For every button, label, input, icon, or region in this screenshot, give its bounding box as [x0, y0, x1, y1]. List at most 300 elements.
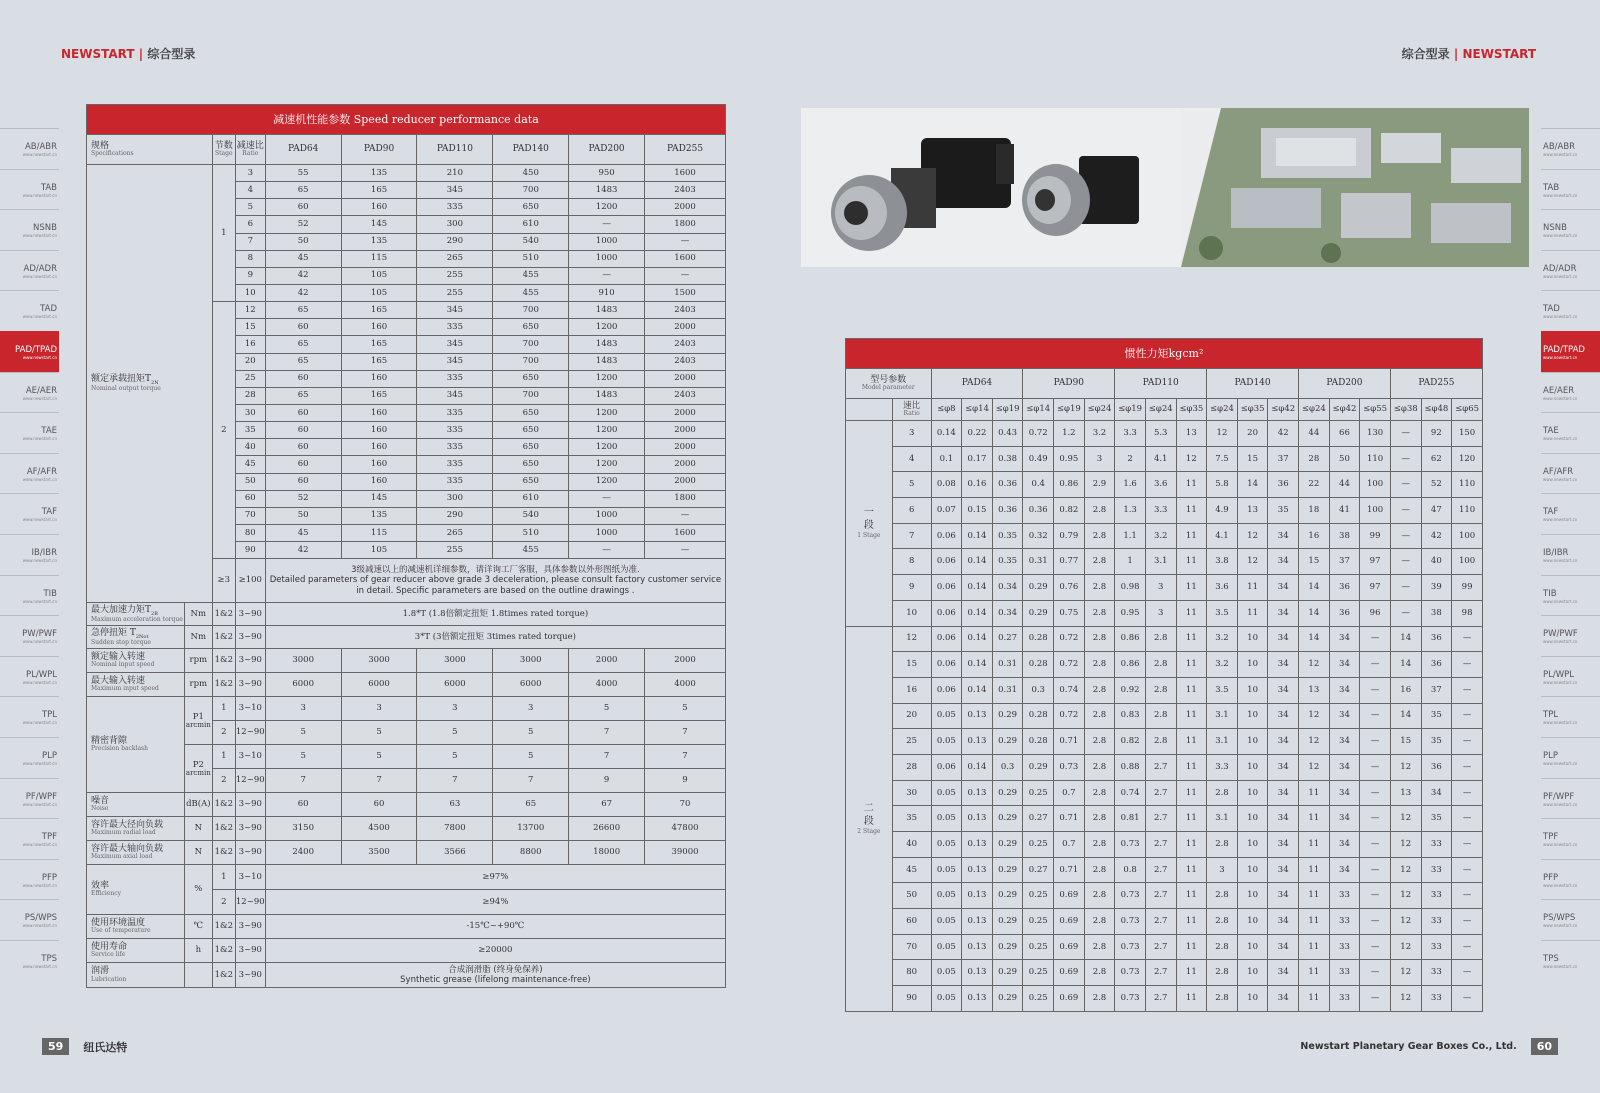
sidebar-item-ib-ibr[interactable] [0, 534, 59, 575]
table-cell: rpm [184, 673, 212, 697]
table-cell: 0.71 [1054, 806, 1085, 832]
table-cell: 1&2 [212, 841, 235, 865]
sidebar-item-pf-wpf[interactable] [0, 778, 59, 819]
table-cell: 2 [212, 769, 235, 793]
row-label: 容许最大轴向负载 Maximum axial load [87, 841, 185, 865]
table-cell: 33 [1421, 857, 1452, 883]
sidebar-item-nsnb[interactable] [1541, 209, 1600, 250]
shaft-diameter-header: ≤φ35 [1176, 399, 1207, 421]
table-cell: 6000 [493, 673, 569, 697]
table-cell: 1 [212, 745, 235, 769]
table-cell: 2000 [645, 456, 726, 473]
table-cell: 12 [235, 302, 265, 319]
table-row [846, 549, 1483, 575]
table-cell: 0.28 [1023, 703, 1054, 729]
table-cell: 1200 [569, 439, 645, 456]
table-row [87, 603, 726, 626]
table-cell: 0.05 [931, 729, 962, 755]
table-cell: 0.14 [962, 575, 993, 601]
sidebar-item-ps-wps[interactable] [0, 899, 59, 940]
table-cell: 0.34 [992, 575, 1023, 601]
model-header: PAD64 [931, 369, 1023, 399]
table-cell: 11 [1176, 934, 1207, 960]
table-cell: 34 [1329, 857, 1360, 883]
table-cell: 15 [1390, 729, 1421, 755]
sidebar-item-label: TPS [41, 953, 57, 964]
table-cell: 540 [493, 507, 569, 524]
sidebar-item-taf[interactable] [0, 493, 59, 534]
backlash-class: P2 arcmin [184, 745, 212, 793]
table-cell: 1 [1115, 549, 1146, 575]
sidebar-item-url: www.newstart.cn [1543, 639, 1578, 645]
table-cell: 99 [1452, 575, 1483, 601]
sidebar-item-ab-abr[interactable] [0, 128, 59, 169]
table-cell: 1&2 [212, 939, 235, 963]
sidebar-item-tpl[interactable] [1541, 696, 1600, 737]
table-cell: 2.8 [1084, 780, 1115, 806]
table-cell: 11 [1299, 832, 1330, 858]
footer-left [42, 1038, 127, 1055]
sidebar-item-pfp[interactable] [0, 859, 59, 900]
table-cell: 3~10 [235, 745, 265, 769]
table-cell: 2.8 [1084, 986, 1115, 1012]
table-cell: — [1390, 498, 1421, 524]
sidebar-item-url: www.newstart.cn [1543, 801, 1578, 807]
table-cell: 0.13 [962, 934, 993, 960]
table-cell: — [569, 216, 645, 233]
table-cell: 3.5 [1207, 600, 1238, 626]
table-cell: 0.79 [1054, 523, 1085, 549]
table-cell: 39 [1421, 575, 1452, 601]
table-cell: 42 [265, 542, 341, 559]
table-cell: 160 [341, 422, 417, 439]
table-cell: 0.14 [962, 677, 993, 703]
table-cell: — [645, 233, 726, 250]
model-header: PAD90 [1023, 369, 1115, 399]
sidebar-item-tab[interactable] [0, 169, 59, 210]
brand-separator: | [1453, 47, 1459, 61]
table-cell: 36 [1329, 600, 1360, 626]
table-cell: 2 [212, 890, 235, 915]
sidebar-item-ab-abr[interactable] [1541, 128, 1600, 169]
table-cell: 290 [417, 233, 493, 250]
table-cell: 0.86 [1054, 472, 1085, 498]
row-label: 急停扭矩 $T_{2Not}$ Sudden stop torque [87, 626, 185, 649]
table-cell: 12 [1390, 960, 1421, 986]
table-cell: 3~90 [235, 817, 265, 841]
table-cell: 16 [1299, 523, 1330, 549]
sidebar-item-pad-tpad[interactable] [0, 331, 59, 372]
table-cell: 3 [235, 165, 265, 182]
footer-right [1300, 1038, 1558, 1055]
table-cell: 3~90 [235, 841, 265, 865]
table-cell: 34 [1268, 780, 1299, 806]
table-row [846, 446, 1483, 472]
torque-label: 额定承载扭矩$T_{2N}$ Nominal output torque [87, 165, 213, 603]
table-cell: 14 [1390, 626, 1421, 652]
table-cell: 2 [212, 721, 235, 745]
table-cell: 3.2 [1207, 626, 1238, 652]
table-row [846, 806, 1483, 832]
table-cell: 335 [417, 404, 493, 421]
table-cell: 15 [892, 652, 931, 678]
table-cell: 2 [212, 302, 235, 559]
table-cell: 2403 [645, 302, 726, 319]
sidebar-item-label: PW/PWF [22, 629, 57, 640]
sidebar-item-pl-wpl[interactable] [0, 656, 59, 697]
table-cell: 1000 [569, 524, 645, 541]
table-cell: — [645, 542, 726, 559]
sidebar-item-tpf[interactable] [1541, 818, 1600, 859]
table-cell: 2.7 [1145, 806, 1176, 832]
table-cell: 1 [212, 165, 235, 302]
table-cell: 160 [341, 199, 417, 216]
table-cell: 20 [892, 703, 931, 729]
table-cell: 5.8 [1207, 472, 1238, 498]
table-cell: 610 [493, 216, 569, 233]
table-cell: 66 [1329, 421, 1360, 447]
sidebar-item-plp[interactable] [1541, 737, 1600, 778]
table-cell: 4 [235, 182, 265, 199]
sidebar-item-tae[interactable] [0, 412, 59, 453]
sidebar-item-tae[interactable] [1541, 412, 1600, 453]
shaft-diameter-header: ≤φ55 [1360, 399, 1391, 421]
table-cell: 255 [417, 284, 493, 301]
sidebar-item-ae-aer[interactable] [0, 372, 59, 413]
table-cell: 2000 [645, 404, 726, 421]
table-cell: 0.25 [1023, 986, 1054, 1012]
table-row [846, 703, 1483, 729]
table-cell: 0.05 [931, 934, 962, 960]
table-cell: 3~90 [235, 603, 265, 626]
sidebar-item-pw-pwf[interactable] [1541, 615, 1600, 656]
table-cell: 105 [341, 284, 417, 301]
table-cell: 2403 [645, 336, 726, 353]
table-cell: 0.74 [1054, 677, 1085, 703]
sidebar-item-ae-aer[interactable] [1541, 372, 1600, 413]
table-cell: 7 [645, 745, 726, 769]
table-cell: — [1452, 677, 1483, 703]
inertia-table [845, 338, 1483, 1012]
shaft-diameter-header: ≤φ38 [1390, 399, 1421, 421]
table-cell: 3.3 [1115, 421, 1146, 447]
sidebar-item-url: www.newstart.cn [22, 152, 57, 157]
sidebar-item-nsnb[interactable] [0, 209, 59, 250]
sidebar-item-tab[interactable] [1541, 169, 1600, 210]
table-cell: 35 [1421, 729, 1452, 755]
brand-separator: | [138, 47, 144, 61]
sidebar-item-plp[interactable] [0, 737, 59, 778]
table-cell: 7 [265, 769, 341, 793]
sidebar-item-url: www.newstart.cn [1543, 557, 1578, 563]
table-cell: — [569, 267, 645, 284]
row-label: 效率 Efficiency [87, 865, 185, 915]
table-cell: 2000 [645, 439, 726, 456]
table-cell: 1600 [645, 524, 726, 541]
table-cell: 0.29 [992, 883, 1023, 909]
table-cell: 110 [1360, 446, 1391, 472]
table-cell: 0.35 [992, 549, 1023, 575]
table-cell: 2.7 [1145, 857, 1176, 883]
table-cell: 2.8 [1207, 986, 1238, 1012]
sidebar-item-label: PW/PWF [1543, 629, 1578, 640]
company-name-cn: 纽氏达特 [83, 1040, 128, 1054]
table-cell: 0.14 [962, 754, 993, 780]
table-cell: 335 [417, 439, 493, 456]
table-cell: 22 [1299, 472, 1330, 498]
table-cell: 2.7 [1145, 986, 1176, 1012]
sidebar-item-tad[interactable] [0, 290, 59, 331]
table-cell: 0.29 [992, 832, 1023, 858]
table-cell: 0.06 [931, 549, 962, 575]
table-cell: 0.13 [962, 806, 993, 832]
table-cell: 39000 [645, 841, 726, 865]
table-cell: 34 [1268, 575, 1299, 601]
sidebar-item-pw-pwf[interactable] [0, 615, 59, 656]
table-cell: 52 [1421, 472, 1452, 498]
table-cell: 0.69 [1054, 934, 1085, 960]
table-cell: — [1360, 806, 1391, 832]
table-cell: 50 [892, 883, 931, 909]
table-cell: 0.88 [1115, 754, 1146, 780]
table-cell: — [1390, 472, 1421, 498]
campus-aerial-image [1181, 108, 1529, 267]
table-cell: 14 [1390, 703, 1421, 729]
sidebar-item-url: www.newstart.cn [22, 598, 57, 604]
table-cell: 34 [1268, 729, 1299, 755]
table-cell: 10 [892, 600, 931, 626]
table-cell: 0.72 [1054, 626, 1085, 652]
table-cell: 35 [235, 422, 265, 439]
table-row [846, 754, 1483, 780]
table-cell: 67 [569, 793, 645, 817]
table-cell: 335 [417, 422, 493, 439]
table-cell: 650 [493, 404, 569, 421]
table-cell: 1800 [645, 490, 726, 507]
table-cell: 135 [341, 233, 417, 250]
table-cell: 0.73 [1115, 986, 1146, 1012]
table-cell: 3 [417, 697, 493, 721]
table-cell: 0.36 [1023, 498, 1054, 524]
sidebar-item-label: PAD/TPAD [1543, 344, 1585, 355]
table-cell: 11 [1176, 703, 1207, 729]
table-cell: 0.29 [1023, 600, 1054, 626]
table-cell: 1483 [569, 302, 645, 319]
table-cell: 2.7 [1145, 883, 1176, 909]
table-cell: 15 [1237, 446, 1268, 472]
sidebar-item-label: TAF [41, 507, 57, 518]
table-cell: 42 [1421, 523, 1452, 549]
table-cell: 5 [341, 721, 417, 745]
table-cell: 33 [1329, 986, 1360, 1012]
table-cell: 34 [1329, 677, 1360, 703]
table-cell: 7 [493, 769, 569, 793]
table-cell: 13700 [493, 817, 569, 841]
sidebar-item-label: TPS [1543, 953, 1559, 964]
table-cell: 18 [1299, 498, 1330, 524]
table-cell: 0.06 [931, 600, 962, 626]
table-cell: 14 [1390, 652, 1421, 678]
table-cell: 3.5 [1207, 677, 1238, 703]
sidebar-item-label: PL/WPL [1543, 669, 1574, 680]
table-cell: 60 [341, 793, 417, 817]
sidebar-item-url: www.newstart.cn [22, 963, 57, 969]
model-header: PAD110 [1115, 369, 1207, 399]
table-cell: 2000 [645, 319, 726, 336]
table-cell: 0.69 [1054, 960, 1085, 986]
table-cell: 3 [341, 697, 417, 721]
table-cell: 3.3 [1145, 498, 1176, 524]
table-cell: 650 [493, 370, 569, 387]
table-row [87, 963, 726, 988]
sidebar-item-tpf[interactable] [0, 818, 59, 859]
table-cell: 0.25 [1023, 780, 1054, 806]
sidebar-item-tpl[interactable] [0, 696, 59, 737]
table-cell: 3000 [265, 649, 341, 673]
sidebar-item-tib[interactable] [1541, 575, 1600, 616]
table-cell: 5 [265, 721, 341, 745]
sidebar-item-ps-wps[interactable] [1541, 899, 1600, 940]
table-cell: — [1390, 600, 1421, 626]
table-cell: 34 [1268, 857, 1299, 883]
table-cell: 0.86 [1115, 626, 1146, 652]
table-cell: 11 [1176, 523, 1207, 549]
table-cell: — [1452, 909, 1483, 935]
table-cell: 10 [1237, 806, 1268, 832]
company-name-en: Newstart Planetary Gear Boxes Co., Ltd. [1300, 1041, 1517, 1052]
sidebar-item-tad[interactable] [1541, 290, 1600, 331]
table-cell: 11 [1176, 600, 1207, 626]
table-cell: 4 [892, 446, 931, 472]
table-cell: 6 [235, 216, 265, 233]
sidebar-item-af-afr[interactable] [1541, 453, 1600, 494]
table-row [87, 939, 726, 963]
sidebar-item-taf[interactable] [1541, 493, 1600, 534]
sidebar-item-pl-wpl[interactable] [1541, 656, 1600, 697]
sidebar-item-tps[interactable] [0, 940, 59, 981]
table-cell: 11 [1176, 806, 1207, 832]
table-cell: — [1360, 652, 1391, 678]
table-cell: 1.8*T (1.8倍额定扭矩 1.8times rated torque) [265, 603, 725, 626]
table-cell: 0.73 [1115, 883, 1146, 909]
table-cell: 0.27 [992, 626, 1023, 652]
table-cell: 12 [1299, 754, 1330, 780]
sidebar-item-ad-adr[interactable] [0, 250, 59, 291]
table-cell: 3~10 [235, 697, 265, 721]
table-row [846, 832, 1483, 858]
table-cell: 5 [265, 745, 341, 769]
table-cell: 60 [265, 319, 341, 336]
table-cell: 0.05 [931, 883, 962, 909]
table-cell: 35 [1421, 703, 1452, 729]
sidebar-item-pf-wpf[interactable] [1541, 778, 1600, 819]
shaft-diameter-header: ≤φ8 [931, 399, 962, 421]
table-cell: 3 [493, 697, 569, 721]
table-cell: 0.73 [1115, 832, 1146, 858]
table-cell: 12~90 [235, 721, 265, 745]
table-cell: 0.22 [962, 421, 993, 447]
table-cell: 3150 [265, 817, 341, 841]
table-cell: 16 [892, 677, 931, 703]
table-cell: 0.29 [1023, 575, 1054, 601]
table-cell: — [1452, 729, 1483, 755]
table-cell: 65 [265, 353, 341, 370]
table-cell: 50 [265, 233, 341, 250]
table-cell: 2.7 [1145, 754, 1176, 780]
table-cell: 35 [1421, 806, 1452, 832]
table-cell: — [1452, 857, 1483, 883]
table-cell: 650 [493, 473, 569, 490]
table-cell: 10 [1237, 729, 1268, 755]
table-cell: 11 [1176, 883, 1207, 909]
table-cell: 210 [417, 165, 493, 182]
table-cell: 165 [341, 336, 417, 353]
table-cell: 45 [892, 857, 931, 883]
table-cell: 0.81 [1115, 806, 1146, 832]
table-cell: — [1390, 446, 1421, 472]
row-label: 精密背隙 Precision backlash [87, 697, 185, 793]
table-cell: 5 [493, 721, 569, 745]
sidebar-item-af-afr[interactable] [0, 453, 59, 494]
sidebar-item-tib[interactable] [0, 575, 59, 616]
table-cell: 2.8 [1084, 960, 1115, 986]
table-row [846, 677, 1483, 703]
table-cell: 33 [1421, 960, 1452, 986]
table-cell: 44 [1299, 421, 1330, 447]
table-cell: 165 [341, 353, 417, 370]
sidebar-item-label: PLP [1543, 750, 1558, 761]
table-cell: 7 [417, 769, 493, 793]
sidebar-item-ad-adr[interactable] [1541, 250, 1600, 291]
sidebar-item-tps[interactable] [1541, 940, 1600, 981]
sidebar-item-pad-tpad[interactable] [1541, 331, 1600, 372]
shaft-diameter-header: ≤φ24 [1145, 399, 1176, 421]
table-cell: 7 [341, 769, 417, 793]
table-cell: 2.8 [1084, 857, 1115, 883]
table-cell: 11 [1176, 472, 1207, 498]
sidebar-item-ib-ibr[interactable] [1541, 534, 1600, 575]
sidebar-item-url: www.newstart.cn [1543, 476, 1578, 482]
table-cell: 2000 [645, 370, 726, 387]
table-cell: 60 [265, 404, 341, 421]
table-cell: 33 [1421, 909, 1452, 935]
table-cell: 1000 [569, 507, 645, 524]
table-cell: 10 [1237, 677, 1268, 703]
sidebar-item-url: www.newstart.cn [22, 842, 57, 848]
table-cell: 700 [493, 182, 569, 199]
table-cell: 2.8 [1207, 883, 1238, 909]
table-cell: 34 [1268, 703, 1299, 729]
table-cell: 455 [493, 542, 569, 559]
table-cell: 0.05 [931, 832, 962, 858]
sidebar-item-pfp[interactable] [1541, 859, 1600, 900]
table-cell: 97 [1360, 575, 1391, 601]
sidebar-item-label: PL/WPL [26, 669, 57, 680]
table-cell: 3.3 [1207, 754, 1238, 780]
table-cell: 2.8 [1145, 677, 1176, 703]
table-cell: 1200 [569, 404, 645, 421]
page-number: 59 [42, 1038, 69, 1055]
performance-table [86, 104, 726, 988]
table-cell: 160 [341, 439, 417, 456]
table-cell: 0.07 [931, 498, 962, 524]
table-cell: 12~90 [235, 890, 265, 915]
sidebar-item-label: TAF [1543, 507, 1559, 518]
table-cell: — [1452, 703, 1483, 729]
table-cell: 4.9 [1207, 498, 1238, 524]
shaft-diameter-header: ≤φ24 [1207, 399, 1238, 421]
table-cell: 1&2 [212, 649, 235, 673]
